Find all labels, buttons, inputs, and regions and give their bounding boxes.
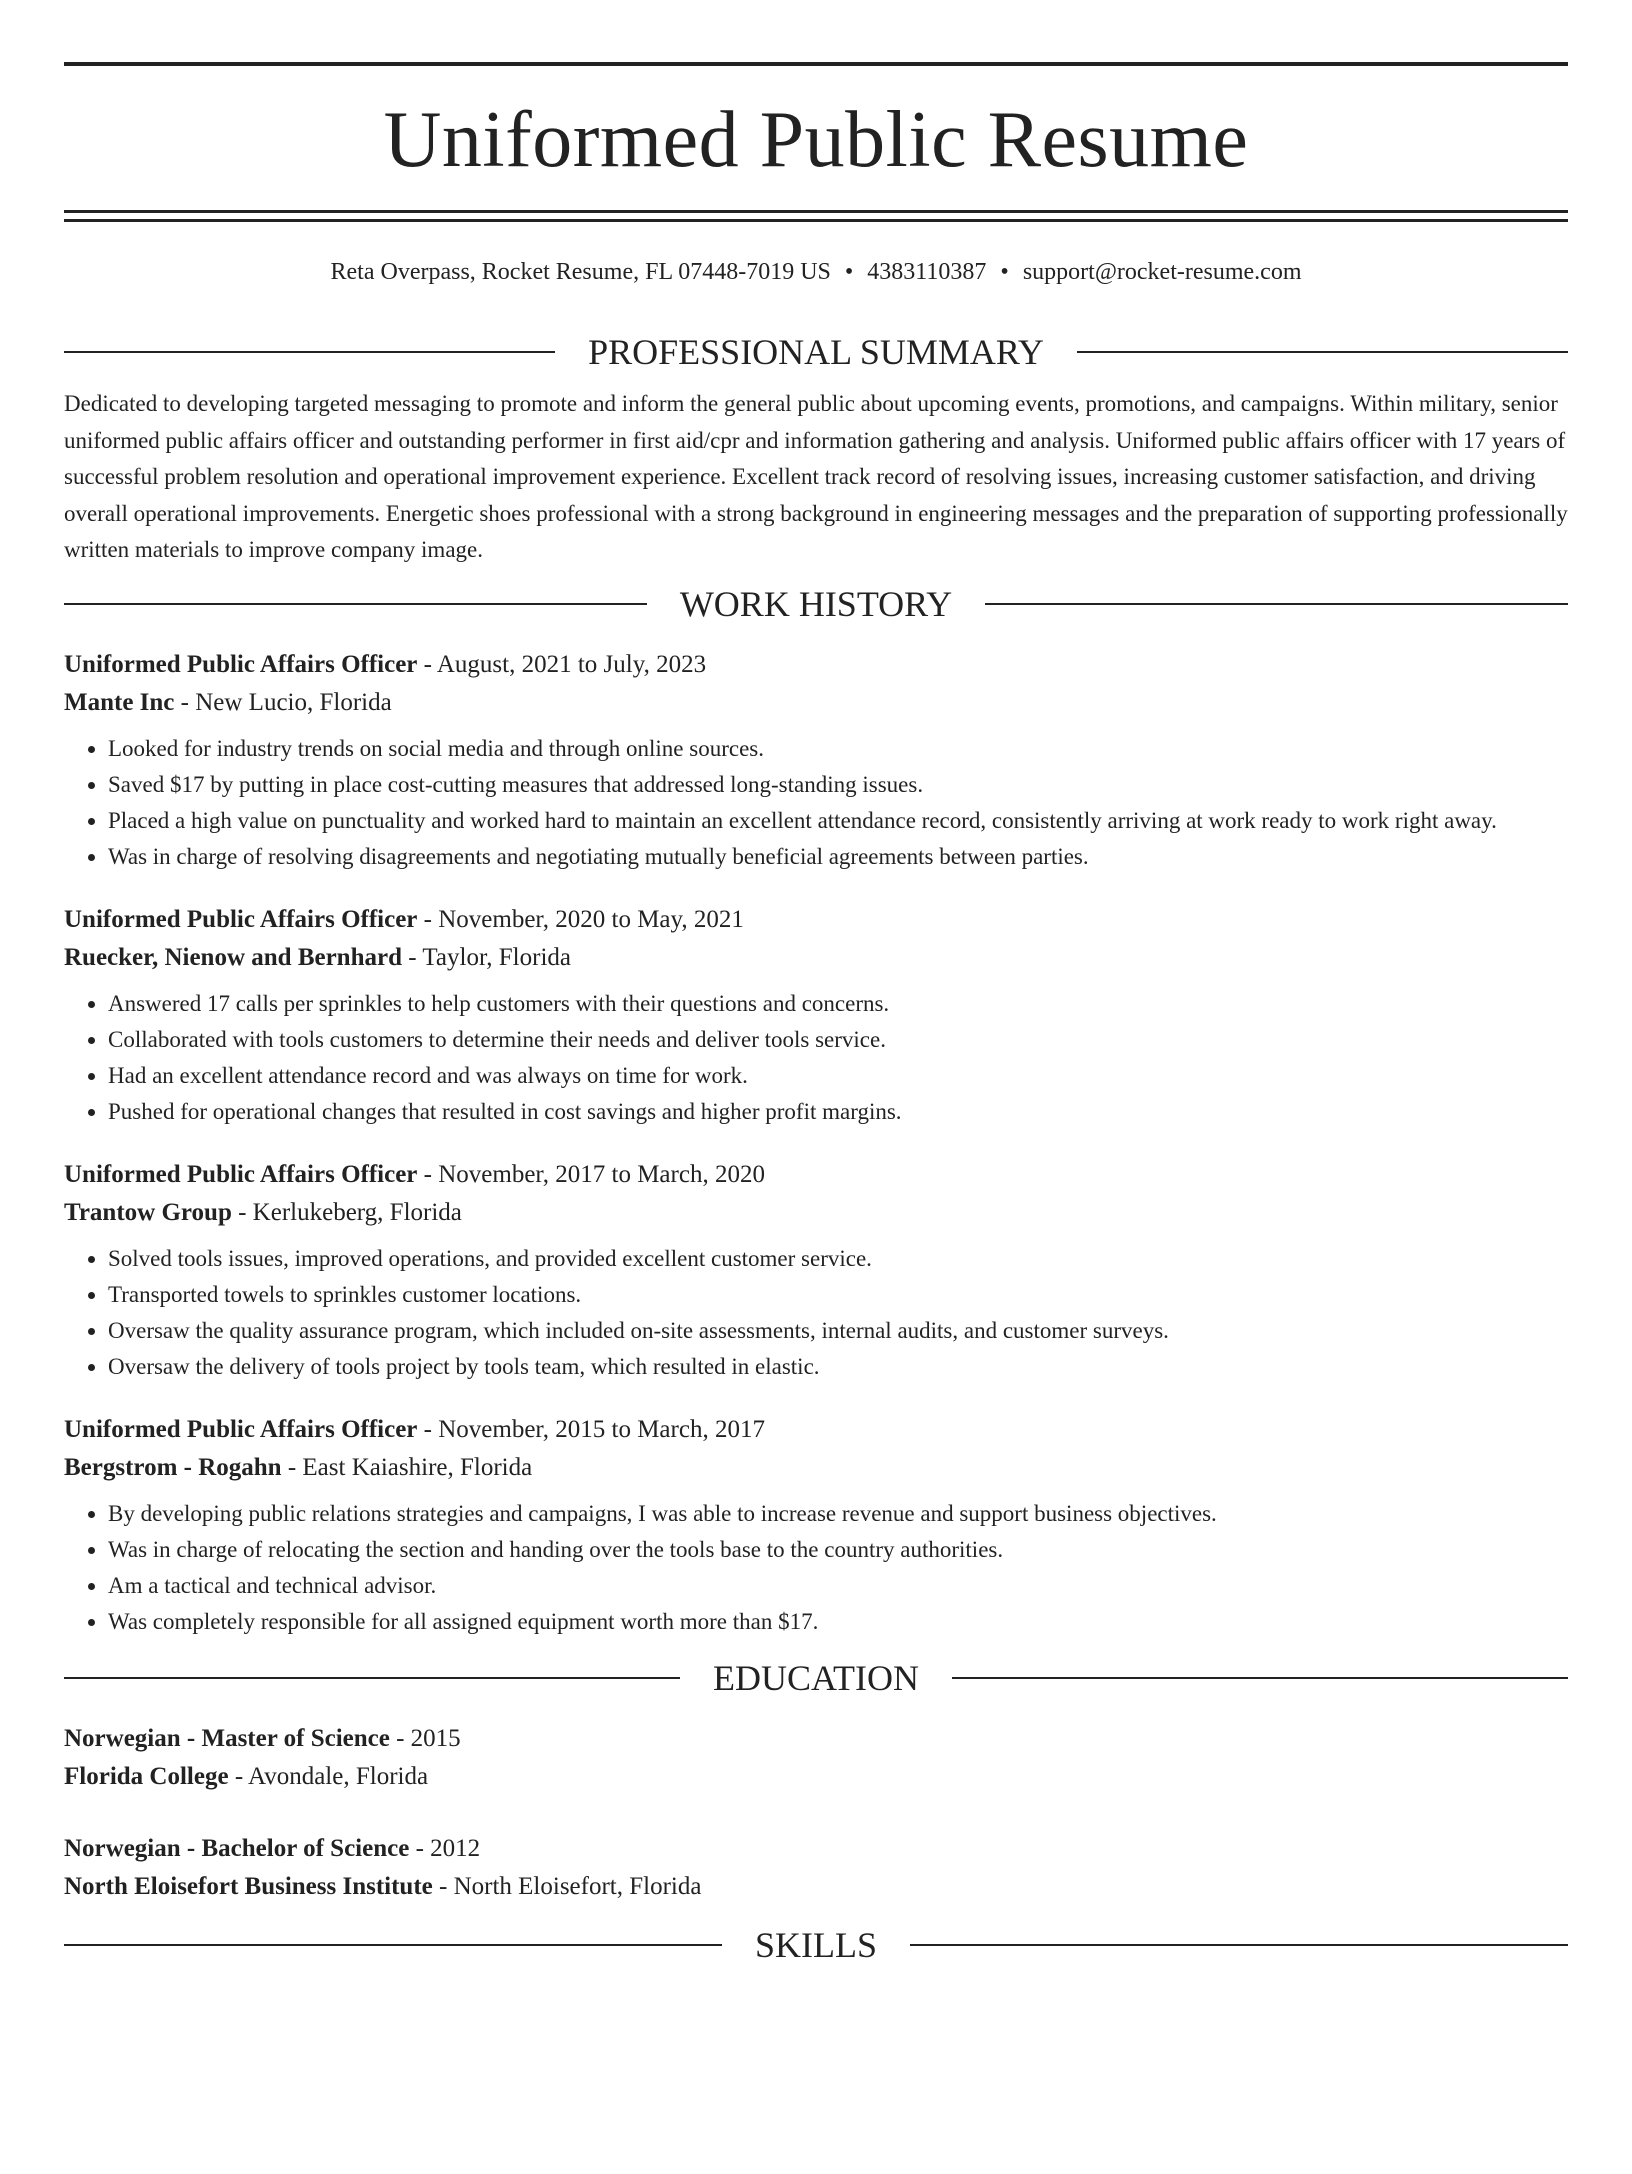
job-location: - New Lucio, Florida (174, 688, 392, 716)
education-degree: Norwegian - Master of Science (64, 1724, 390, 1752)
education-location: - North Eloisefort, Florida (432, 1872, 702, 1900)
job-company: Ruecker, Nienow and Bernhard (64, 943, 402, 971)
job-bullet: • By developing public relations strategies and campaigns, I was able to increase revenue and support business objectives. (108, 1496, 1568, 1532)
title-double-rule (64, 210, 1568, 222)
job-company-line (64, 945, 1568, 970)
heading-rule-left (64, 351, 555, 353)
job-company-line (64, 690, 1568, 715)
job-bullet: • Oversaw the delivery of tools project by tools team, which resulted in elastic. (108, 1349, 1568, 1385)
job-title-line (64, 907, 1568, 932)
education-school-line (64, 1874, 1568, 1899)
job-bullet: • Had an excellent attendance record and was always on time for work. (108, 1058, 1568, 1094)
education-school: Florida College (64, 1762, 229, 1790)
section-title: PROFESSIONAL SUMMARY (588, 332, 1044, 372)
job-bullet: • Saved $17 by putting in place cost-cutting measures that addressed long-standing issues. (108, 767, 1568, 803)
job-dates: - November, 2017 to March, 2020 (417, 1160, 765, 1188)
education-entry (64, 1836, 1568, 1899)
education-degree: Norwegian - Bachelor of Science (64, 1834, 410, 1862)
job-bullet: • Was completely responsible for all assigned equipment worth more than $17. (108, 1604, 1568, 1640)
job-bullet: • Placed a high value on punctuality and worked hard to maintain an excellent attendance record, consistently arriving at work ready to work right away. (108, 803, 1568, 839)
job-dates: - November, 2020 to May, 2021 (417, 905, 744, 933)
job-company-line (64, 1455, 1568, 1480)
job-title-line (64, 1417, 1568, 1442)
education-heading (64, 1657, 1568, 1698)
education-school-line (64, 1764, 1568, 1789)
education-entry (64, 1726, 1568, 1789)
heading-rule-left (64, 603, 647, 605)
job-dates: - August, 2021 to July, 2023 (417, 650, 707, 678)
summary-text: Dedicated to developing targeted messaging to promote and inform the general public about upcoming events, promotions, and campaigns. Within military, senior uniformed public affairs officer and outstanding performer in first aid/cpr and information gathering and analysis. Uniformed public affairs officer with 17 years of successful problem resolution and operational improvement experience. Excellent track record of resolving issues, increasing customer satisfaction, and driving overall operational improvements. Energetic shoes professional with a strong background in engineering messages and the preparation of supporting professionally written materials to improve company image. (64, 391, 1568, 562)
job-bullet: • Oversaw the quality assurance program, which included on-site assessments, internal audits, and customer surveys. (108, 1313, 1568, 1349)
job-company-line (64, 1200, 1568, 1225)
heading-rule-right (1077, 351, 1568, 353)
contact-separator: • (1000, 259, 1009, 285)
heading-rule-right (985, 603, 1568, 605)
contact-address: Reta Overpass, Rocket Resume, FL 07448-7019 US (330, 259, 831, 285)
education-degree-line (64, 1726, 1568, 1751)
job-bullet: • Looked for industry trends on social media and through online sources. (108, 731, 1568, 767)
contact-line (64, 260, 1568, 284)
job-title: Uniformed Public Affairs Officer (64, 1415, 418, 1443)
job-title-line (64, 1162, 1568, 1187)
section-title: SKILLS (755, 1924, 878, 1965)
job-entry (64, 652, 1568, 875)
job-location: - East Kaiashire, Florida (281, 1453, 533, 1481)
job-company: Trantow Group (64, 1198, 232, 1226)
job-company: Mante Inc (64, 688, 175, 716)
top-rule (64, 62, 1568, 66)
job-bullets (64, 986, 1568, 1130)
contact-email: support@rocket-resume.com (1022, 259, 1302, 285)
education-year: - 2015 (389, 1724, 461, 1752)
job-entry (64, 1417, 1568, 1640)
job-bullets (64, 731, 1568, 875)
job-bullet: • Was in charge of resolving disagreements and negotiating mutually beneficial agreements between parties. (108, 839, 1568, 875)
job-bullet: • Am a tactical and technical advisor. (108, 1568, 1568, 1604)
skills-heading (64, 1924, 1568, 1965)
job-bullet: • Was in charge of relocating the section and handing over the tools base to the country authorities. (108, 1532, 1568, 1568)
job-bullet: • Transported towels to sprinkles customer locations. (108, 1277, 1568, 1313)
job-title: Uniformed Public Affairs Officer (64, 1160, 418, 1188)
job-location: - Kerlukeberg, Florida (231, 1198, 462, 1226)
job-location: - Taylor, Florida (402, 943, 571, 971)
job-title: Uniformed Public Affairs Officer (64, 650, 418, 678)
education-school: North Eloisefort Business Institute (64, 1872, 433, 1900)
heading-rule-right (910, 1944, 1568, 1946)
job-bullet: • Collaborated with tools customers to determine their needs and deliver tools service. (108, 1022, 1568, 1058)
education-degree-line (64, 1836, 1568, 1861)
job-bullet: • Solved tools issues, improved operations, and provided excellent customer service. (108, 1241, 1568, 1277)
job-bullet: • Answered 17 calls per sprinkles to help customers with their questions and concerns. (108, 986, 1568, 1022)
section-title: WORK HISTORY (679, 583, 953, 624)
contact-phone: 4383110387 (867, 259, 987, 285)
education-location: - Avondale, Florida (228, 1762, 429, 1790)
job-entry (64, 907, 1568, 1130)
job-bullet: • Pushed for operational changes that resulted in cost savings and higher profit margins. (108, 1094, 1568, 1130)
section-title: EDUCATION (713, 1657, 919, 1698)
job-company: Bergstrom - Rogahn (64, 1453, 282, 1481)
heading-rule-left (64, 1677, 680, 1679)
heading-rule-right (952, 1677, 1568, 1679)
heading-rule-left (64, 1944, 722, 1946)
summary-heading (64, 334, 1568, 370)
job-dates: - November, 2015 to March, 2017 (417, 1415, 765, 1443)
job-title: Uniformed Public Affairs Officer (64, 905, 418, 933)
contact-separator: • (844, 259, 854, 285)
resume-title: Uniformed Public Resume (383, 96, 1249, 184)
work-history-heading (64, 583, 1568, 624)
job-bullets (64, 1496, 1568, 1640)
job-entry (64, 1162, 1568, 1385)
job-title-line (64, 652, 1568, 677)
job-bullets (64, 1241, 1568, 1385)
resume-page (64, 62, 1568, 1963)
education-year: - 2012 (409, 1834, 481, 1862)
